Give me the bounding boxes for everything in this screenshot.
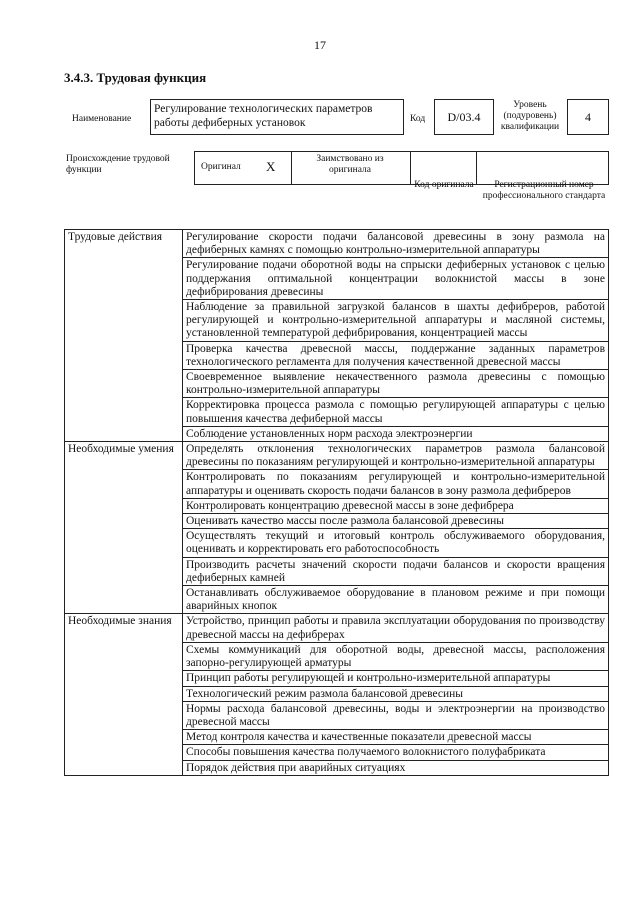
item-cell: Контролировать концентрацию древесной массы в зоне дефибрера <box>183 498 609 513</box>
item-cell: Регулирование скорости подачи балансовой древесины в зону размола на дефиберных камнях с помощью контрольно-измерительной аппаратуры <box>183 230 609 258</box>
category-cell: Необходимые умения <box>65 442 183 614</box>
table-row <box>65 442 609 470</box>
section-title: 3.4.3. Трудовая функция <box>64 70 207 85</box>
code-field: D/03.4 <box>434 99 494 135</box>
item-cell: Нормы расхода балансовой древесины, воды и электроэнергии на производство древесной массы <box>183 701 609 729</box>
item-cell: Наблюдение за правильной загрузкой балансов в шахты дефибреров, работой регулирующей и контрольно-измерительной аппаратуры и масляной системы, установленной температурой дефибрирования, концентрацией массы <box>183 300 609 342</box>
code-original-label: Код оригинала <box>414 180 474 190</box>
table-row <box>65 230 609 258</box>
reg-number-label: Регистрационный номер профессионального стандарта <box>482 180 606 201</box>
item-cell: Останавливать обслуживаемое оборудование в плановом режиме и при помощи аварийных кнопок <box>183 586 609 614</box>
item-cell: Схемы коммуникаций для оборотной воды, древесной массы, расположения запорно-регулирующей арматуры <box>183 642 609 670</box>
function-details-table <box>64 229 609 776</box>
level-label: Уровень (подуровень) квалификации <box>500 100 560 132</box>
item-cell: Устройство, принцип работы и правила эксплуатации оборудования по производству древесной массы на дефибрерах <box>183 614 609 642</box>
item-cell: Регулирование подачи оборотной воды на спрыски дефиберных установок с целью поддержания оптимальной концентрации волокнистой массы в зоне дефибрирования древесины <box>183 258 609 300</box>
item-cell: Контролировать по показаниям регулирующей и контрольно-измерительной аппаратуры и оценивать скорость подачи балансов в зону размола дефибреров <box>183 470 609 498</box>
borrowed-label: Заимствовано из оригинала <box>316 154 384 175</box>
code-label: Код <box>410 114 426 124</box>
origin-divider <box>476 151 477 185</box>
item-cell: Корректировка процесса размола с помощью регулирующей аппаратуры с целью повышения качества дефиберной массы <box>183 398 609 426</box>
name-label: Наименование <box>72 114 132 124</box>
item-cell: Метод контроля качества и качественные показатели древесной массы <box>183 730 609 745</box>
item-cell: Производить расчеты значений скорости подачи балансов и скорости вращения дефиберных камней <box>183 557 609 585</box>
item-cell: Порядок действия при аварийных ситуациях <box>183 760 609 775</box>
level-field: 4 <box>567 99 609 135</box>
item-cell: Своевременное выявление некачественного размола древесины с помощью контрольно-измерительной аппаратуры <box>183 370 609 398</box>
category-cell: Необходимые знания <box>65 614 183 775</box>
item-cell: Технологический режим размола балансовой древесины <box>183 686 609 701</box>
item-cell: Оценивать качество массы после размола балансовой древесины <box>183 514 609 529</box>
origin-label: Происхождение трудовой функции <box>66 154 170 175</box>
origin-divider <box>410 151 411 185</box>
original-mark: X <box>266 159 276 174</box>
item-cell: Соблюдение установленных норм расхода электроэнергии <box>183 426 609 441</box>
item-cell: Осуществлять текущий и итоговый контроль обслуживаемого оборудования, оценивать и корректировать его работоспособность <box>183 529 609 557</box>
function-name-field: Регулирование технологических параметров работы дефиберных установок <box>150 99 404 135</box>
item-cell: Определять отклонения технологических параметров размола балансовой древесины по показаниям регулирующей и контрольно-измерительной аппаратуры <box>183 442 609 470</box>
item-cell: Способы повышения качества получаемого волокнистого полуфабриката <box>183 745 609 760</box>
origin-divider <box>291 151 292 185</box>
original-label: Оригинал <box>201 162 241 172</box>
page-number: 17 <box>314 38 326 52</box>
table-row <box>65 614 609 642</box>
category-cell: Трудовые действия <box>65 230 183 442</box>
item-cell: Проверка качества древесной массы, поддержание заданных параметров технологического регламента для получения качественной древесной массы <box>183 341 609 369</box>
item-cell: Принцип работы регулирующей и контрольно-измерительной аппаратуры <box>183 671 609 686</box>
